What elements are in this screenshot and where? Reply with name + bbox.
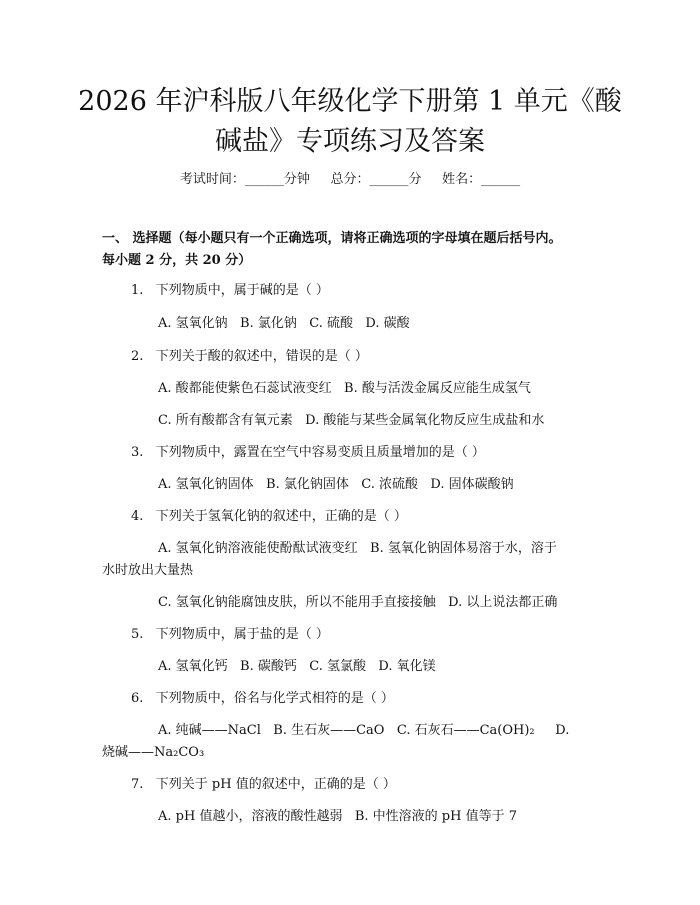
question-5-options: A. 氢氧化钙 B. 碳酸钙 C. 氢氯酸 D. 氧化镁 (158, 659, 436, 674)
question-6: 6. 下列物质中，俗名与化学式相符的是（ ） (131, 691, 394, 706)
question-3-options: A. 氢氧化钠固体 B. 氯化钠固体 C. 浓硫酸 D. 固体碳酸钠 (158, 477, 514, 492)
exam-info: 考试时间：______分钟 总分：______分 姓名：______ (179, 172, 521, 187)
question-4-options-1: A. 氢氧化钠溶液能使酚酞试液变红 B. 氢氧化钠固体易溶于水，溶于 (158, 541, 557, 556)
question-7-options: A. pH 值越小，溶液的酸性越弱 B. 中性溶液的 pH 值等于 7 (158, 809, 517, 824)
section-heading-line-2: 每小题 2 分，共 20 分） (102, 253, 252, 268)
page-title-line-1: 2026 年沪科版八年级化学下册第 1 单元《酸 (78, 86, 622, 117)
question-4: 4. 下列关于氢氧化钠的叙述中，正确的是（ ） (131, 509, 407, 524)
question-4-options-2: C. 氢氧化钠能腐蚀皮肤，所以不能用手直接接触 D. 以上说法都正确 (158, 595, 558, 610)
question-5: 5. 下列物质中，属于盐的是（ ） (131, 627, 329, 642)
question-4-options-1-wrap: 水时放出大量热 (102, 563, 194, 578)
section-heading-line-1: 一、 选择题（每小题只有一个正确选项，请将正确选项的字母填在题后括号内。 (102, 231, 562, 246)
question-2-options-1: A. 酸都能使紫色石蕊试液变红 B. 酸与活泼金属反应能生成氢气 (158, 381, 531, 396)
question-2-options-2: C. 所有酸都含有氧元素 D. 酸能与某些金属氧化物反应生成盐和水 (158, 413, 545, 428)
question-2: 2. 下列关于酸的叙述中，错误的是（ ） (131, 349, 368, 364)
page-title-line-2: 碱盐》专项练习及答案 (215, 126, 485, 157)
question-6-options-1: A. 纯碱——NaCl B. 生石灰——CaO C. 石灰石——Ca(OH)₂ D. (158, 723, 570, 738)
question-1-options: A. 氢氧化钠 B. 氯化钠 C. 硫酸 D. 碳酸 (158, 316, 410, 331)
question-3: 3. 下列物质中，露置在空气中容易变质且质量增加的是（ ） (131, 445, 485, 460)
question-6-options-1-wrap: 烧碱——Na₂CO₃ (102, 745, 205, 760)
question-1: 1. 下列物质中，属于碱的是（ ） (131, 283, 329, 298)
question-7: 7. 下列关于 pH 值的叙述中，正确的是（ ） (131, 777, 396, 792)
